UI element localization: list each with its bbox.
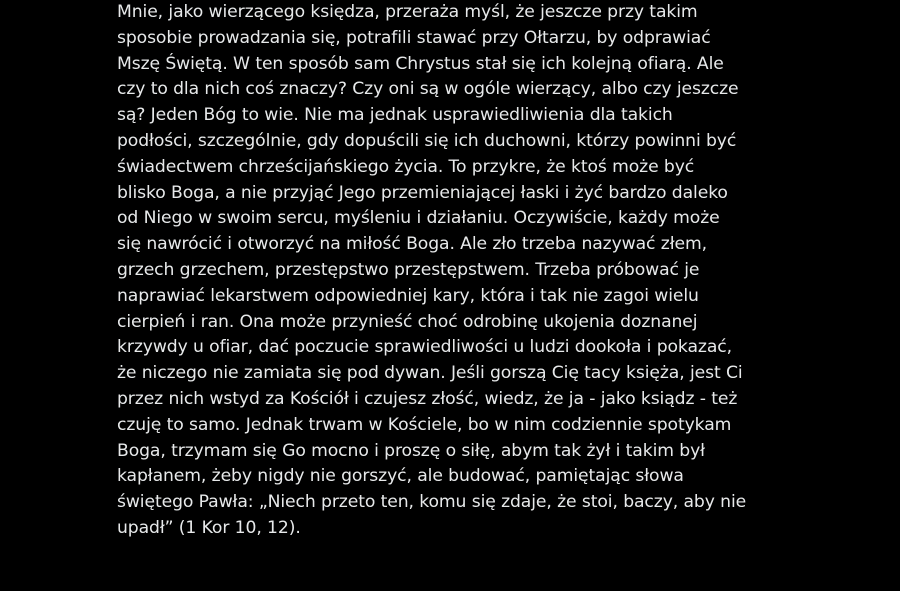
post-text-line: Boga, trzymam się Go mocno i proszę o siłę, abym tak żył i takim był bbox=[117, 440, 705, 461]
post-text-line: krzywdy u ofiar, dać poczucie sprawiedliwości u ludzi dookoła i pokazać, bbox=[117, 337, 732, 358]
post-text-line: od Niego w swoim sercu, myśleniu i działaniu. Oczywiście, każdy może bbox=[117, 208, 720, 229]
post-text-line: naprawiać lekarstwem odpowiedniej kary, która i tak nie zagoi wielu bbox=[117, 285, 699, 306]
post-text-line: świadectwem chrześcijańskiego życia. To przykre, że ktoś może być bbox=[117, 156, 695, 177]
post-text-line: Mszę Świętą. W ten sposób sam Chrystus stał się ich kolejną ofiarą. Ale bbox=[117, 53, 724, 74]
post-text-line: podłości, szczególnie, gdy dopuścili się ich duchowni, którzy powinni być bbox=[117, 130, 737, 151]
post-text-line: że niczego nie zamiata się pod dywan. Jeśli gorszą Cię tacy księża, jest Ci bbox=[117, 363, 743, 384]
post-text-line: czuję to samo. Jednak trwam w Kościele, bo w nim codziennie spotykam bbox=[117, 414, 732, 435]
post-text-line: grzech grzechem, przestępstwo przestępstwem. Trzeba próbować je bbox=[117, 259, 700, 280]
post-text-line: Mnie, jako wierzącego księdza, przeraża myśl, że jeszcze przy takim bbox=[117, 2, 698, 22]
post-body-text bbox=[117, 0, 797, 542]
post-text-line: świętego Pawła: „Niech przeto ten, komu się zdaje, że stoi, baczy, aby nie bbox=[117, 492, 747, 513]
post-text-line: blisko Boga, a nie przyjąć Jego przemieniającej łaski i żyć bardzo daleko bbox=[117, 182, 728, 203]
post-text-line: czy to dla nich coś znaczy? Czy oni są w ogóle wierzący, albo czy jeszcze bbox=[117, 79, 739, 100]
post-text-line: kapłanem, żeby nigdy nie gorszyć, ale budować, pamiętając słowa bbox=[117, 466, 684, 487]
post-text-line: cierpień i ran. Ona może przynieść choć odrobinę ukojenia doznanej bbox=[117, 311, 698, 332]
post-text-line: przez nich wstyd za Kościół i czujesz złość, wiedz, że ja - jako ksiądz - też bbox=[117, 388, 738, 409]
post-text-line: sposobie prowadzania się, potrafili stawać przy Ołtarzu, by odprawiać bbox=[117, 27, 711, 48]
post-text-line: się nawrócić i otworzyć na miłość Boga. Ale zło trzeba nazywać złem, bbox=[117, 234, 707, 255]
post-text-line: są? Jeden Bóg to wie. Nie ma jednak usprawiedliwienia dla takich bbox=[117, 105, 673, 126]
post-text-line: upadł” (1 Kor 10, 12). bbox=[117, 517, 301, 538]
